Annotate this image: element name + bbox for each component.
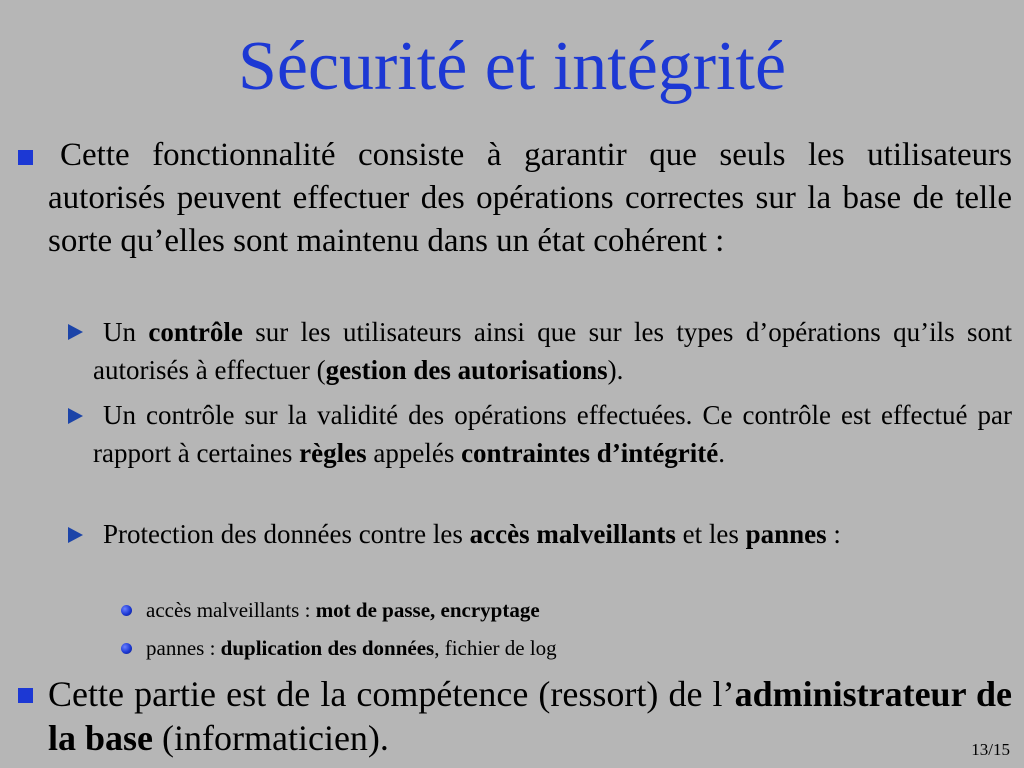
sub-bullet-3-bold2: pannes — [745, 519, 827, 549]
bullet-main-1-text: Cette fonctionnalité consiste à garantir que seuls les utilisateurs autorisés peuvent effectuer des opérations correctes sur la base de telle sorte qu’elles sont maintenu dans un état cohérent : — [48, 137, 1012, 259]
sub-sub-bullet-1-bold: mot de passe, encryptage — [315, 598, 540, 622]
sub-bullet-2-bold2: contraintes d’intégrité — [461, 438, 719, 468]
sub-bullet-2-mid: appelés — [366, 438, 462, 468]
bullet-main-2-post: (informaticien). — [153, 718, 389, 758]
bullet-main-1 — [48, 134, 1012, 263]
sub-bullet-3-bold: accès malveillants — [469, 519, 676, 549]
sub-sub-bullet-2-bold: duplication des données — [220, 636, 435, 660]
sub-sub-bullet-1 — [146, 597, 1006, 623]
sub-sub-bullet-2 — [146, 635, 1006, 661]
sub-bullet-1-mid: sur les utilisateurs ainsi que sur les types d’opérations qu’ils sont autorisés à effectuer ( — [93, 317, 1013, 385]
square-bullet-icon — [18, 150, 33, 165]
sub-bullet-3-post: : — [826, 519, 841, 549]
sub-sub-bullet-2-pre: pannes : — [146, 636, 221, 660]
sub-sub-bullet-1-pre: accès malveillants : — [146, 598, 316, 622]
sub-bullet-3 — [93, 515, 1012, 553]
page-number: 13/15 — [971, 740, 1010, 759]
sub-bullet-1 — [93, 313, 1012, 389]
sub-bullet-2-bold: règles — [299, 438, 367, 468]
sub-bullet-3-pre: Protection des données contre les — [103, 519, 470, 549]
dot-bullet-icon — [121, 643, 132, 654]
sub-bullet-2-pre: Un contrôle sur la validité des opérations effectuées. Ce contrôle est effectué par rapport à certaines — [93, 400, 1012, 468]
bullet-main-2-pre: Cette partie est de la compétence (ressort) de l’ — [48, 674, 735, 714]
triangle-bullet-icon — [68, 324, 83, 340]
sub-bullet-2-post: . — [718, 438, 726, 468]
sub-bullet-1-bold2: gestion des autorisations — [325, 355, 608, 385]
bullet-main-2 — [48, 672, 1012, 760]
triangle-bullet-icon — [68, 527, 83, 543]
square-bullet-icon — [18, 688, 33, 703]
slide-title: Sécurité et intégrité — [237, 28, 787, 105]
sub-bullet-1-bold: contrôle — [148, 317, 243, 347]
sub-bullet-2 — [93, 396, 1012, 472]
bullet-main-2-bold: administrateur de la base — [48, 674, 1012, 758]
dot-bullet-icon — [121, 605, 132, 616]
sub-bullet-1-post: ). — [607, 355, 624, 385]
sub-sub-bullet-2-post: , fichier de log — [434, 636, 557, 660]
sub-bullet-3-mid: et les — [675, 519, 746, 549]
triangle-bullet-icon — [68, 408, 83, 424]
sub-bullet-1-pre: Un — [103, 317, 149, 347]
